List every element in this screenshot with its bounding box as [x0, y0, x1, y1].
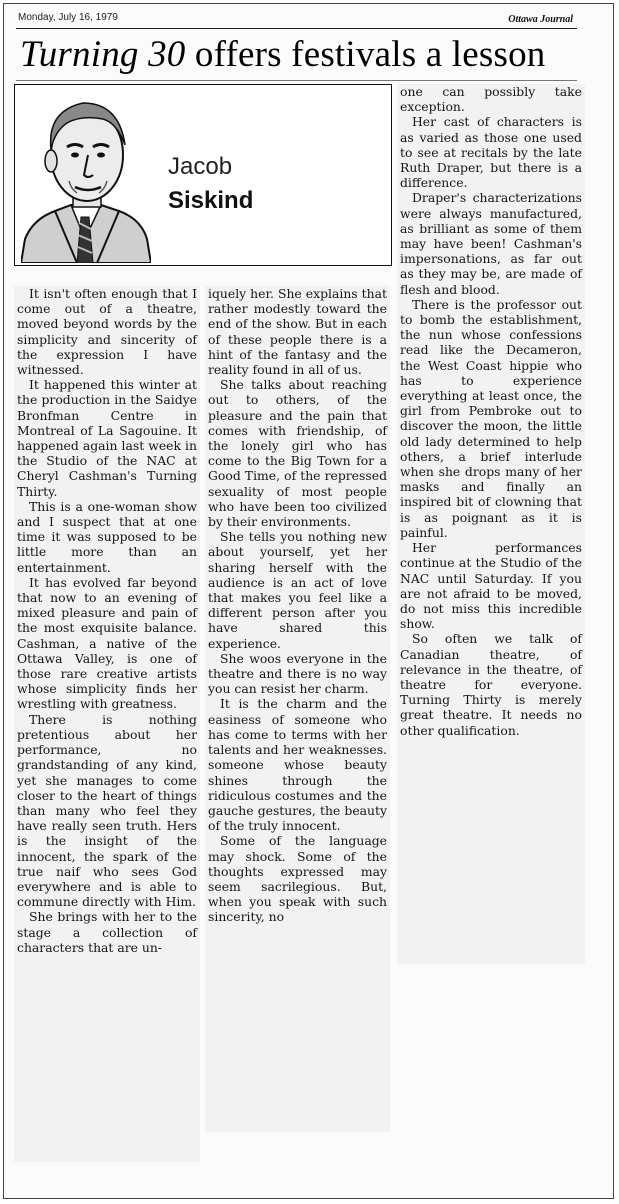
author-portrait [21, 89, 151, 263]
dateline: Monday, July 16, 1979 [18, 12, 118, 23]
author-first-name: Jacob [168, 153, 233, 180]
paragraph: She brings with her to the stage a collection of characters that are un- [17, 909, 197, 955]
article-column-1 [14, 286, 200, 1162]
article-column-3 [397, 84, 585, 964]
paragraph: Draper's characterizations were always manufactured, as brilliant as some of them may have been! Cashman's impersonations, as far out as they may be, are made of flesh and blood. [400, 190, 582, 297]
headline-rule [16, 80, 577, 81]
paragraph: Her performances continue at the Studio of the NAC until Saturday. If you are not afraid to be moved, do not miss this incredible show. [400, 540, 582, 632]
paragraph: It has evolved far beyond that now to an evening of mixed pleasure and pain of the most exquisite balance. Cashman, a native of the Ottawa Valley, is one of those rare creative artists whose simplicity finds her wrestling with greatness. [17, 574, 197, 712]
paragraph: iquely her. She explains that rather modestly toward the end of the show. But in each of these people there is a hint of the fantasy and the reality found in all of us. [208, 286, 387, 378]
paragraph: There is the professor out to bomb the establishment, the nun whose confessions read like the Decameron, the West Coast hippie who has to experience everything at least once, the girl from Pembroke out to discover the moon, the little old lady determined to help others, a brief interlude when she drops many of her masks and finally an inspired bit of clowning that is as poignant as it is painful. [400, 296, 582, 540]
headline [20, 31, 600, 79]
byline-box [14, 84, 392, 266]
paragraph: one can possibly take exception. [400, 84, 582, 115]
paragraph: Some of the language may shock. Some of the thoughts expressed may seem sacrilegious. But, when you speak with such sincerity, no [208, 833, 387, 925]
headline-rest: offers festivals a lesson [185, 34, 546, 75]
paragraph: It isn't often enough that I come out of a theatre, moved beyond words by the simplicity and sincerity of the expression I have witnessed. [17, 286, 197, 378]
top-rule [16, 28, 577, 29]
paragraph: It is the charm and the easiness of someone who has come to terms with her talents and her weaknesses. someone whose beauty shines through the ridiculous costumes and the gauche gestures, the beauty of the truly innocent. [208, 696, 387, 834]
paragraph: She talks about reaching out to others, of the pleasure and the pain that comes with friendship, of the lonely girl who has come to the Big Town for a Good Time, of the repressed sexuality of most people who have been too civilized by their environments. [208, 377, 387, 530]
paragraph: There is nothing pretentious about her performance, no grandstanding of any kind, yet she manages to come closer to the heart of things than many who feel they have really seen truth. Hers is the insight of the innocent, the spark of the true naif who sees God everywhere and is able to commune directly with Him. [17, 711, 197, 910]
newspaper-name: Ottawa Journal [508, 14, 573, 25]
article-column-2 [205, 286, 390, 1132]
paragraph: It happened this winter at the production in the Saidye Bronfman Centre in Montreal of La Sagouine. It happened again last week in the Studio of the NAC at Cheryl Cashman's Turning Thirty. [17, 377, 197, 499]
headline-italic: Turning 30 [20, 34, 186, 75]
paragraph: This is a one-woman show and I suspect that at one time it was supposed to be little more than an entertainment. [17, 498, 197, 575]
paragraph: She woos everyone in the theatre and there is no way you can resist her charm. [208, 650, 387, 697]
paragraph: So often we talk of Canadian theatre, of relevance in the theatre, of theatre for everyone. Turning Thirty is merely great theatre. It needs no other qualification. [400, 631, 582, 738]
author-last-name: Siskind [168, 187, 254, 214]
paragraph: She tells you nothing new about yourself, yet her sharing herself with the audience is an act of love that makes you feel like a different person after you have shared this experience. [208, 529, 387, 651]
paragraph: Her cast of characters is as varied as those one used to see at recitals by the late Ruth Draper, but there is a difference. [400, 114, 582, 191]
